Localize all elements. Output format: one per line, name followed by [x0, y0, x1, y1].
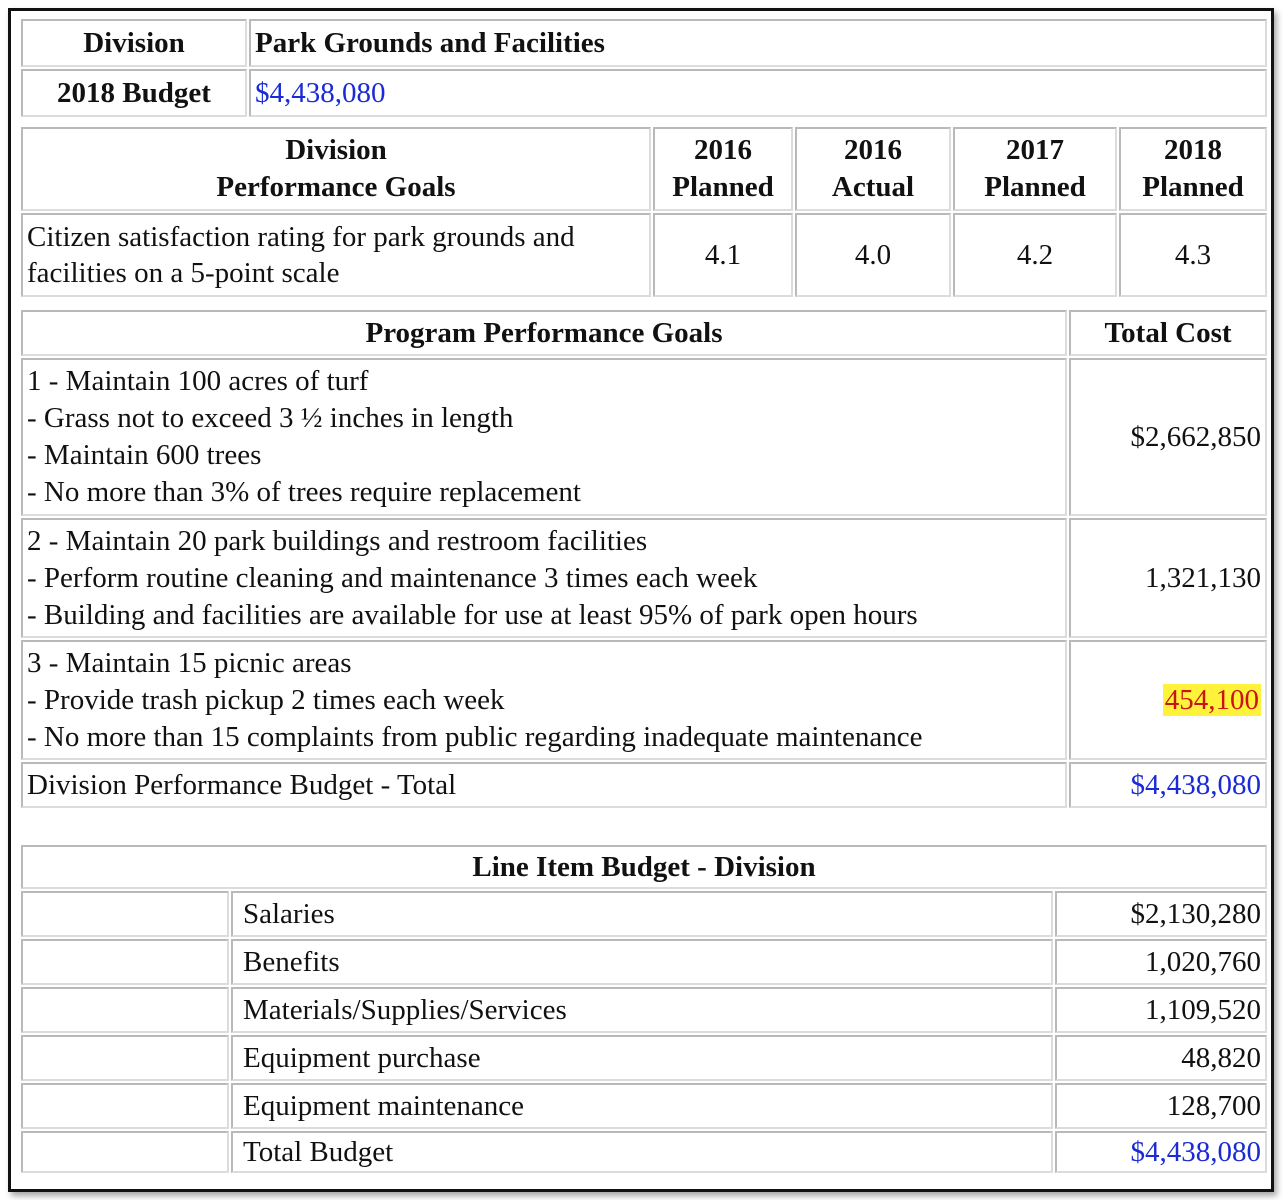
program-row	[21, 518, 1267, 638]
col-total-cost: Total Cost	[1069, 310, 1267, 356]
line-item-row	[21, 1083, 1267, 1129]
line-item-label: Equipment purchase	[231, 1035, 1053, 1081]
line-item-total-label: Total Budget	[231, 1131, 1053, 1173]
program-row	[21, 358, 1267, 516]
line-item-spacer	[21, 939, 229, 985]
budget-document	[8, 8, 1274, 1192]
value-2018-planned: 4.3	[1119, 213, 1267, 297]
program-goals-header-row	[21, 310, 1267, 356]
col-2016-planned: 2016 Planned	[653, 127, 793, 211]
line-item-total-row	[21, 1131, 1267, 1173]
line-item-table	[19, 843, 1269, 1175]
program-text: 1 - Maintain 100 acres of turf - Grass not to exceed 3 ½ inches in length - Maintain 600 trees - No more than 3% of trees require replacement	[21, 358, 1067, 516]
program-total-label: Division Performance Budget - Total	[21, 762, 1067, 808]
line-item-label: Salaries	[231, 891, 1053, 937]
division-goals-table	[19, 125, 1269, 299]
line-item-label: Materials/Supplies/Services	[231, 987, 1053, 1033]
line-item-label: Equipment maintenance	[231, 1083, 1053, 1129]
line-item-header-row	[21, 845, 1267, 889]
program-cost: $2,662,850	[1069, 358, 1267, 516]
division-header-table	[19, 17, 1269, 119]
value-2016-planned: 4.1	[653, 213, 793, 297]
line-item-row	[21, 939, 1267, 985]
line-item-spacer	[21, 987, 229, 1033]
col-program-goals: Program Performance Goals	[21, 310, 1067, 356]
line-item-value: 1,109,520	[1055, 987, 1267, 1033]
col-2018-planned: 2018 Planned	[1119, 127, 1267, 211]
program-row	[21, 640, 1267, 760]
program-total-row	[21, 762, 1267, 808]
division-goal-row	[21, 213, 1267, 297]
value-2017-planned: 4.2	[953, 213, 1117, 297]
line-item-value: 128,700	[1055, 1083, 1267, 1129]
program-goals-table	[19, 308, 1269, 810]
line-item-row	[21, 987, 1267, 1033]
line-item-spacer	[21, 1131, 229, 1173]
col-division-goals: Division Performance Goals	[21, 127, 651, 211]
program-text: 3 - Maintain 15 picnic areas - Provide trash pickup 2 times each week - No more than 15 complaints from public regarding inadequate maintenance	[21, 640, 1067, 760]
division-goals-header-row	[21, 127, 1267, 211]
line-item-row	[21, 891, 1267, 937]
program-cost: 1,321,130	[1069, 518, 1267, 638]
line-item-spacer	[21, 1083, 229, 1129]
value-2016-actual: 4.0	[795, 213, 951, 297]
division-name: Park Grounds and Facilities	[249, 19, 1267, 67]
program-cost-highlighted: 454,100	[1164, 683, 1259, 716]
line-item-value: 48,820	[1055, 1035, 1267, 1081]
budget-value: $4,438,080	[249, 69, 1267, 117]
line-item-title: Line Item Budget - Division	[21, 845, 1267, 889]
line-item-spacer	[21, 891, 229, 937]
line-item-total-value: $4,438,080	[1055, 1131, 1267, 1173]
line-item-value: 1,020,760	[1055, 939, 1267, 985]
line-item-spacer	[21, 1035, 229, 1081]
division-label: Division	[21, 19, 247, 67]
budget-row	[21, 69, 1267, 117]
col-2016-actual: 2016 Actual	[795, 127, 951, 211]
line-item-label: Benefits	[231, 939, 1053, 985]
program-cost-cell	[1069, 640, 1267, 760]
line-item-row	[21, 1035, 1267, 1081]
line-item-value: $2,130,280	[1055, 891, 1267, 937]
budget-label: 2018 Budget	[21, 69, 247, 117]
division-row	[21, 19, 1267, 67]
col-2017-planned: 2017 Planned	[953, 127, 1117, 211]
division-goal-text: Citizen satisfaction rating for park grounds and facilities on a 5-point scale	[21, 213, 651, 297]
program-text: 2 - Maintain 20 park buildings and restroom facilities - Perform routine cleaning and maintenance 3 times each week - Building and facilities are available for use at least 95% of park open hours	[21, 518, 1067, 638]
program-total-value: $4,438,080	[1069, 762, 1267, 808]
